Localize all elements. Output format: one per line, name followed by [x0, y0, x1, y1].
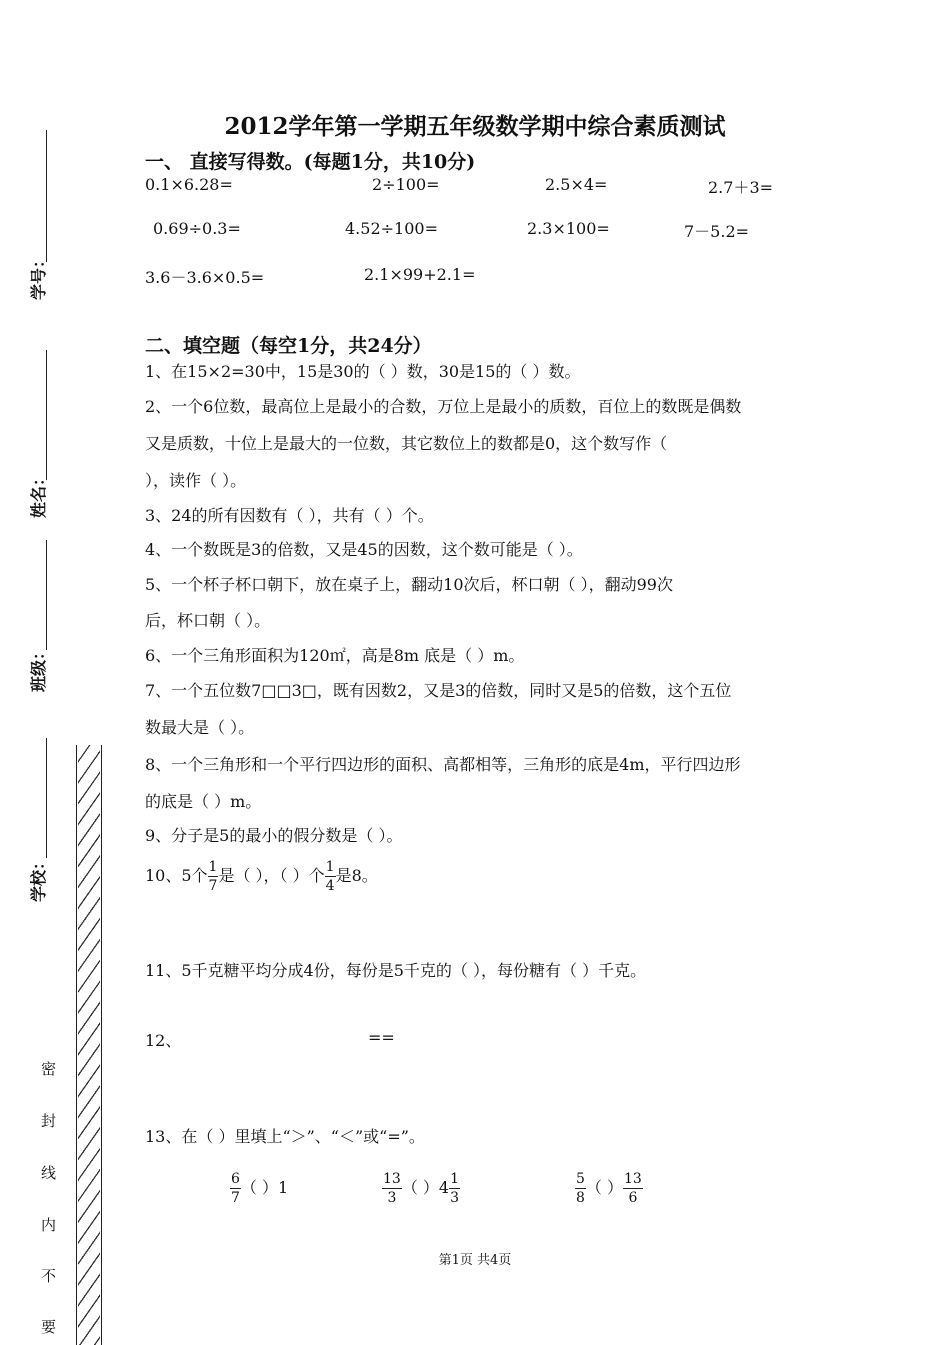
question-7-line-2: 数最大是（ ）。: [145, 718, 255, 737]
calc-item: 2÷100=: [372, 175, 440, 194]
fraction-1-7: $\frac{1}{7}$: [208, 859, 218, 894]
q10-text-1: 10、5个: [145, 866, 208, 885]
fraction-13-6: $\frac{13}{6}$: [624, 1171, 642, 1206]
seal-char: 要: [41, 1318, 57, 1336]
q10-text-3: 是8。: [335, 866, 378, 885]
question-12-equals: ==: [368, 1028, 395, 1047]
section-2-heading: 二、填空题（每空1分，共24分）: [145, 335, 432, 357]
seal-char: 线: [41, 1164, 57, 1182]
question-2-line-3: ），读作（ ）。: [145, 471, 247, 490]
seal-char: 不: [41, 1267, 57, 1285]
question-8-line-2: 的底是（ ）m。: [145, 792, 262, 811]
binding-line-1: [46, 130, 47, 262]
question-2-line-2: 又是质数，十位上是最大的一位数，其它数位上的数都是0，这个数写作（: [145, 434, 668, 453]
question-1: 1、在15×2=30中，15是30的（ ）数，30是15的（ ）数。: [145, 362, 581, 381]
side-label-class: 班级：: [29, 643, 48, 692]
question-11: 11、5千克糖平均分成4份，每份是5千克的（ ），每份糖有（ ）千克。: [145, 961, 647, 980]
question-13: 13、在（ ）里填上“＞”、“＜”或“=”。: [145, 1127, 425, 1146]
calc-item: 4.52÷100=: [345, 219, 438, 238]
question-5-line-2: 后，杯口朝（ ）。: [145, 611, 271, 630]
binding-line-3: [46, 540, 47, 650]
fraction-13-3: $\frac{13}{3}$: [383, 1171, 401, 1206]
question-6: 6、一个三角形面积为120㎡，高是8m 底是（ ）m。: [145, 646, 525, 665]
calc-item: 7－5.2=: [684, 222, 750, 241]
seal-char: 密: [41, 1060, 57, 1078]
fraction-1-3: $\frac{1}{3}$: [450, 1171, 460, 1206]
calc-item: 2.1×99+2.1=: [364, 265, 476, 284]
question-10: [145, 860, 378, 893]
side-label-student-id: 学号：: [29, 251, 48, 300]
page-title: 2012学年第一学期五年级数学期中综合素质测试: [224, 113, 726, 140]
page-footer: 第1页 共4页: [438, 1253, 512, 1268]
question-12: 12、: [145, 1031, 182, 1050]
question-7-line-1: 7、一个五位数7□□3□，既有因数2，又是3的倍数，同时又是5的倍数，这个五位: [145, 681, 732, 700]
compare-item-b: $\frac{13}{3}$ （ ）4 $\frac{1}{3}$: [383, 1171, 460, 1206]
question-8-line-1: 8、一个三角形和一个平行四边形的面积、高都相等，三角形的底是4m，平行四边形: [145, 755, 741, 774]
question-3: 3、24的所有因数有（ ），共有（ ）个。: [145, 506, 434, 525]
question-4: 4、一个数既是3的倍数，又是45的因数，这个数可能是（ ）。: [145, 540, 583, 559]
calc-item: 3.6－3.6×0.5=: [145, 268, 265, 287]
seal-char: 内: [41, 1216, 57, 1234]
question-2-line-1: 2、一个6位数，最高位上是最小的合数，万位上是最小的质数，百位上的数既是偶数: [145, 397, 742, 416]
seal-char: 封: [41, 1112, 57, 1130]
calc-item: 2.5×4=: [545, 175, 608, 194]
side-label-school: 学校：: [29, 853, 48, 902]
side-label-name: 姓名：: [29, 469, 48, 518]
question-5-line-1: 5、一个杯子杯口朝下，放在桌子上，翻动10次后，杯口朝（ ），翻动99次: [145, 575, 673, 594]
q10-text-2: 是（ ），（ ）个: [218, 866, 325, 885]
binding-line-2: [46, 350, 47, 480]
calc-item: 2.3×100=: [527, 219, 610, 238]
section-1-heading: 一、 直接写得数。(每题1分，共10分): [145, 151, 476, 173]
fraction-5-8: $\frac{5}{8}$: [576, 1171, 585, 1206]
fraction-1-4: $\frac{1}{4}$: [325, 859, 335, 894]
fraction-6-7: $\frac{6}{7}$: [231, 1171, 240, 1206]
calc-item: 2.7＋3=: [708, 178, 774, 197]
compare-item-a: $\frac{6}{7}$ （ ）1: [231, 1171, 289, 1206]
question-9: 9、分子是5的最小的假分数是（ ）。: [145, 826, 403, 845]
compare-item-c: $\frac{5}{8}$ （ ） $\frac{13}{6}$: [576, 1171, 642, 1206]
calc-item: 0.1×6.28=: [145, 175, 233, 194]
calc-item: 0.69÷0.3=: [153, 219, 241, 238]
binding-line-4: [46, 738, 47, 858]
